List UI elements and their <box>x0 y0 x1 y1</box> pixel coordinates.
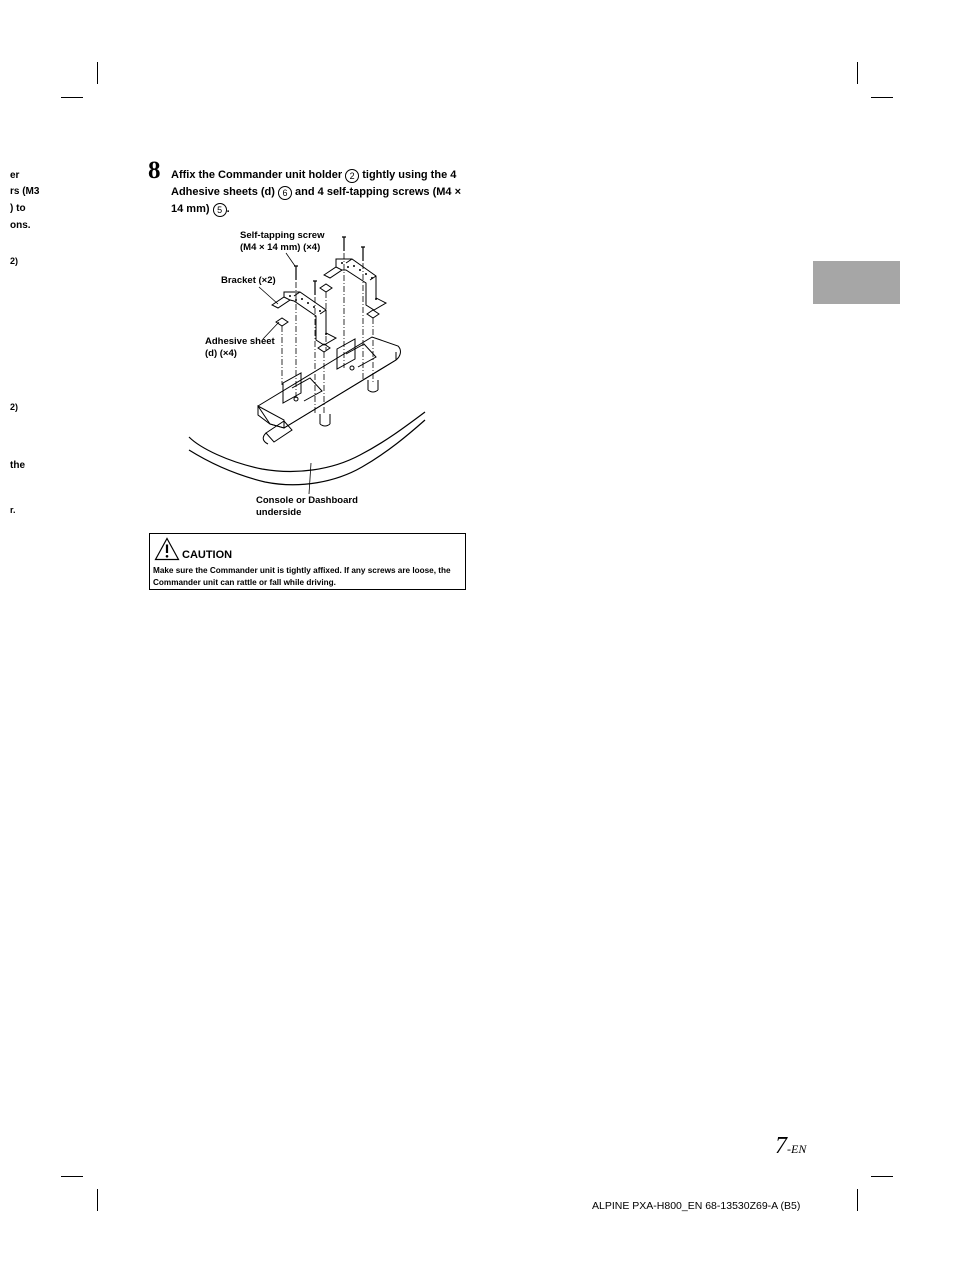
adhesive-sheet-label-line: (d) (×4) <box>205 348 237 359</box>
part-ref-holder: 2 <box>345 169 359 183</box>
edge-fragment: 2) <box>10 256 19 266</box>
edge-fragment: 2) <box>10 402 19 412</box>
page-number <box>775 1133 806 1160</box>
page-number-value: 7 <box>775 1133 787 1159</box>
edge-fragment: er <box>10 170 20 181</box>
page-number-suffix: -EN <box>787 1142 807 1156</box>
edge-fragment: the <box>10 460 25 471</box>
step-number: 8 <box>148 157 161 184</box>
edge-fragment: rs (M3 <box>10 186 40 197</box>
screw-label <box>240 230 324 254</box>
step-text-part: tightly using the 4 Adhesive sheets (d) <box>171 169 457 198</box>
edge-fragment: ons. <box>10 220 31 231</box>
part-ref-screw: 5 <box>213 203 227 217</box>
bracket-label: Bracket (×2) <box>221 275 276 286</box>
caution-title: CAUTION <box>182 549 233 561</box>
console-label <box>256 495 358 519</box>
step-text-part: and 4 self-tapping screws (M4 × 14 mm) <box>171 186 462 215</box>
caution-box <box>149 533 466 590</box>
caution-text: Make sure the Commander unit is tightly affixed. If any screws are loose, the Commander unit can rattle or fall while driving. <box>153 566 451 587</box>
section-tab <box>813 261 900 304</box>
adhesive-sheet-label <box>205 336 275 360</box>
footer-text: ALPINE PXA-H800_EN 68-13530Z69-A (B5) <box>592 1200 801 1212</box>
console-label-line: Console or Dashboard <box>256 495 358 506</box>
edge-fragment: r. <box>10 505 16 515</box>
console-label-line: underside <box>256 507 302 518</box>
screw-label-line: (M4 × 14 mm) (×4) <box>240 242 321 253</box>
warning-icon <box>154 537 180 561</box>
edge-fragment: ) to <box>10 203 26 214</box>
adhesive-sheet-label-line: Adhesive sheet <box>205 336 275 347</box>
screw-label-line: Self-tapping screw <box>240 230 325 241</box>
step-text-part: Affix the Commander unit holder <box>171 169 346 181</box>
part-ref-sheet: 6 <box>278 186 292 200</box>
step-text-part: . <box>226 203 230 215</box>
